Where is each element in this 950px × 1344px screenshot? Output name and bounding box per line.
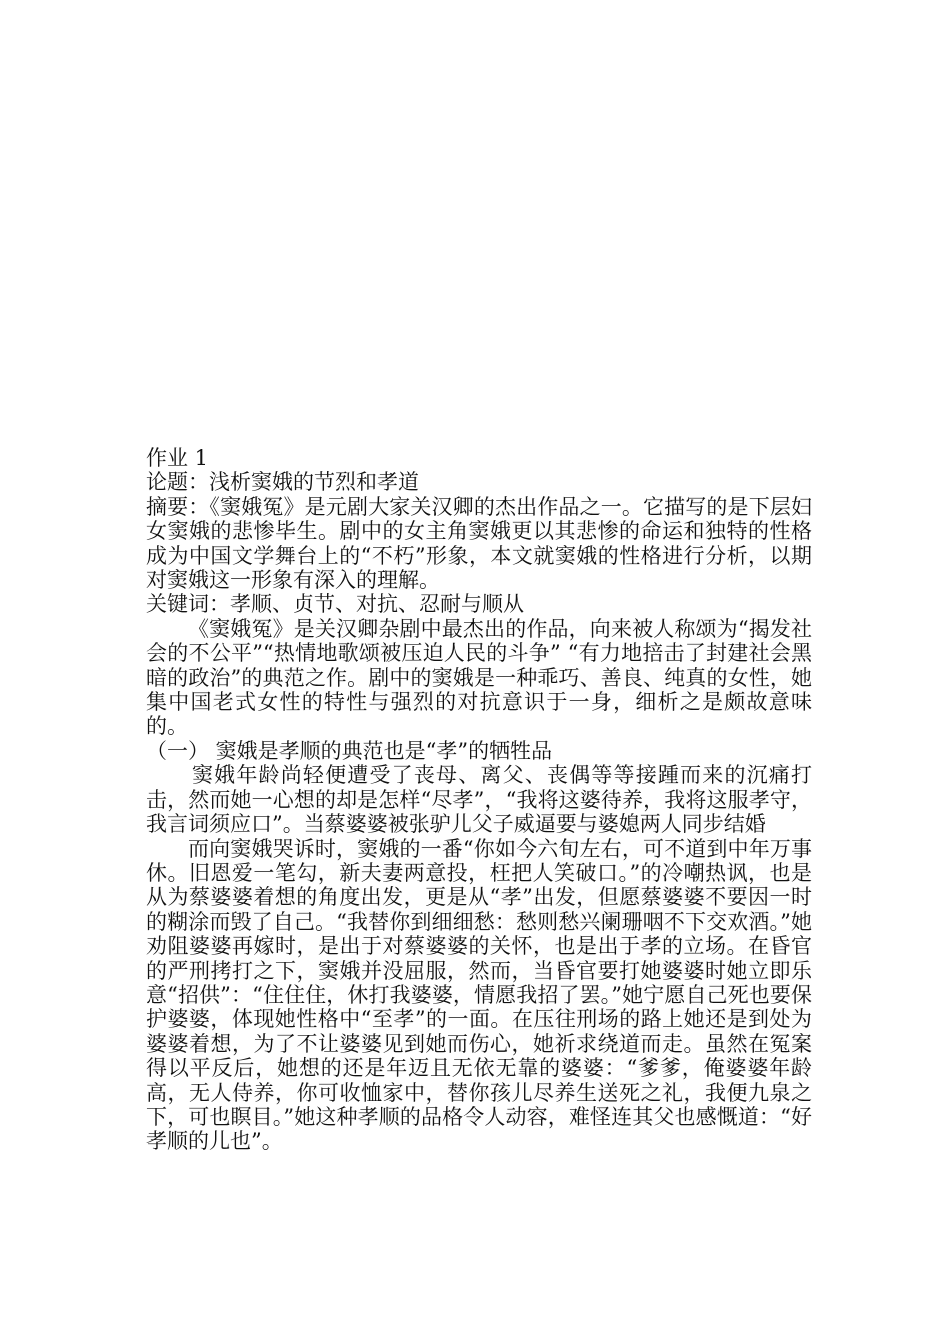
section-paragraph-2: 而向窦娥哭诉时，窦娥的一番“你如今六旬左右，可不道到中年万事休。旧恩爱一笔勾，新夫妻两意投，枉把人笑破口。”的冷嘲热讽，也是从为蔡婆婆着想的角度出发，更是从“孝”出发，但愿蔡婆婆不要因一时的糊涂而毁了自己。“我替你到细细愁：愁则愁兴阑珊咽不下交欢酒。”她劝阻婆婆再嫁时，是出于对蔡婆婆的关怀，也是出于孝的立场。在昏官的严刑拷打之下，窦娥并没屈服，然而，当昏官要打她婆婆时她立即乐意“招供”：“住住住，休打我婆婆，情愿我招了罢。”她宁愿自己死也要保护婆婆，体现她性格中“至孝”的一面。在压往刑场的路上她还是到处为婆婆着想，为了不让婆婆见到她而伤心，她祈求绕道而走。虽然在冤案得以平反后，她想的还是年迈且无依无靠的婆婆：“爹爹，俺婆婆年龄高，无人侍养，你可收恤家中，替你孩儿尽养生送死之礼，我便九泉之下，可也瞑目。”她这种孝顺的品格令人动容，难怪连其父也感慨道：“好孝顺的儿也”。: [146, 836, 812, 1154]
assignment-title: 作业 1: [146, 446, 209, 470]
document-page: [146, 446, 812, 1154]
section-paragraph-1: 窦娥年龄尚轻便遭受了丧母、离父、丧偶等等接踵而来的沉痛打击，然而她一心想的却是怎样“尽孝”，“我将这婆待养，我将这服孝守，我言词须应口”。当蔡婆婆被张驴儿父子威逼要与婆媳两人同步结婚: [146, 763, 812, 837]
section-heading: （一） 窦娥是孝顺的典范也是“孝”的牺牲品: [146, 738, 553, 763]
intro-paragraph: 《窦娥冤》是关汉卿杂剧中最杰出的作品，向来被人称颂为“揭发社会的不公平”“热情地歌颂被压迫人民的斗争” “有力地掊击了封建社会黑暗的政治”的典范之作。剧中的窦娥是一种乖巧、善良、纯真的女性，她集中国老式女性的特性与强烈的对抗意识于一身，细析之是颇故意味的。: [146, 616, 812, 739]
abstract-paragraph: 摘要：《窦娥冤》是元剧大家关汉卿的杰出作品之一。它描写的是下层妇女窦娥的悲惨毕生。剧中的女主角窦娥更以其悲惨的命运和独特的性格成为中国文学舞台上的“不朽”形象，本文就窦娥的性格进行分析，以期对窦娥这一形象有深入的理解。: [146, 494, 812, 593]
keywords-line: 关键词：孝顺、贞节、对抗、忍耐与顺从: [146, 592, 524, 617]
thesis-title: 论题：浅析窦娥的节烈和孝道: [146, 470, 419, 495]
